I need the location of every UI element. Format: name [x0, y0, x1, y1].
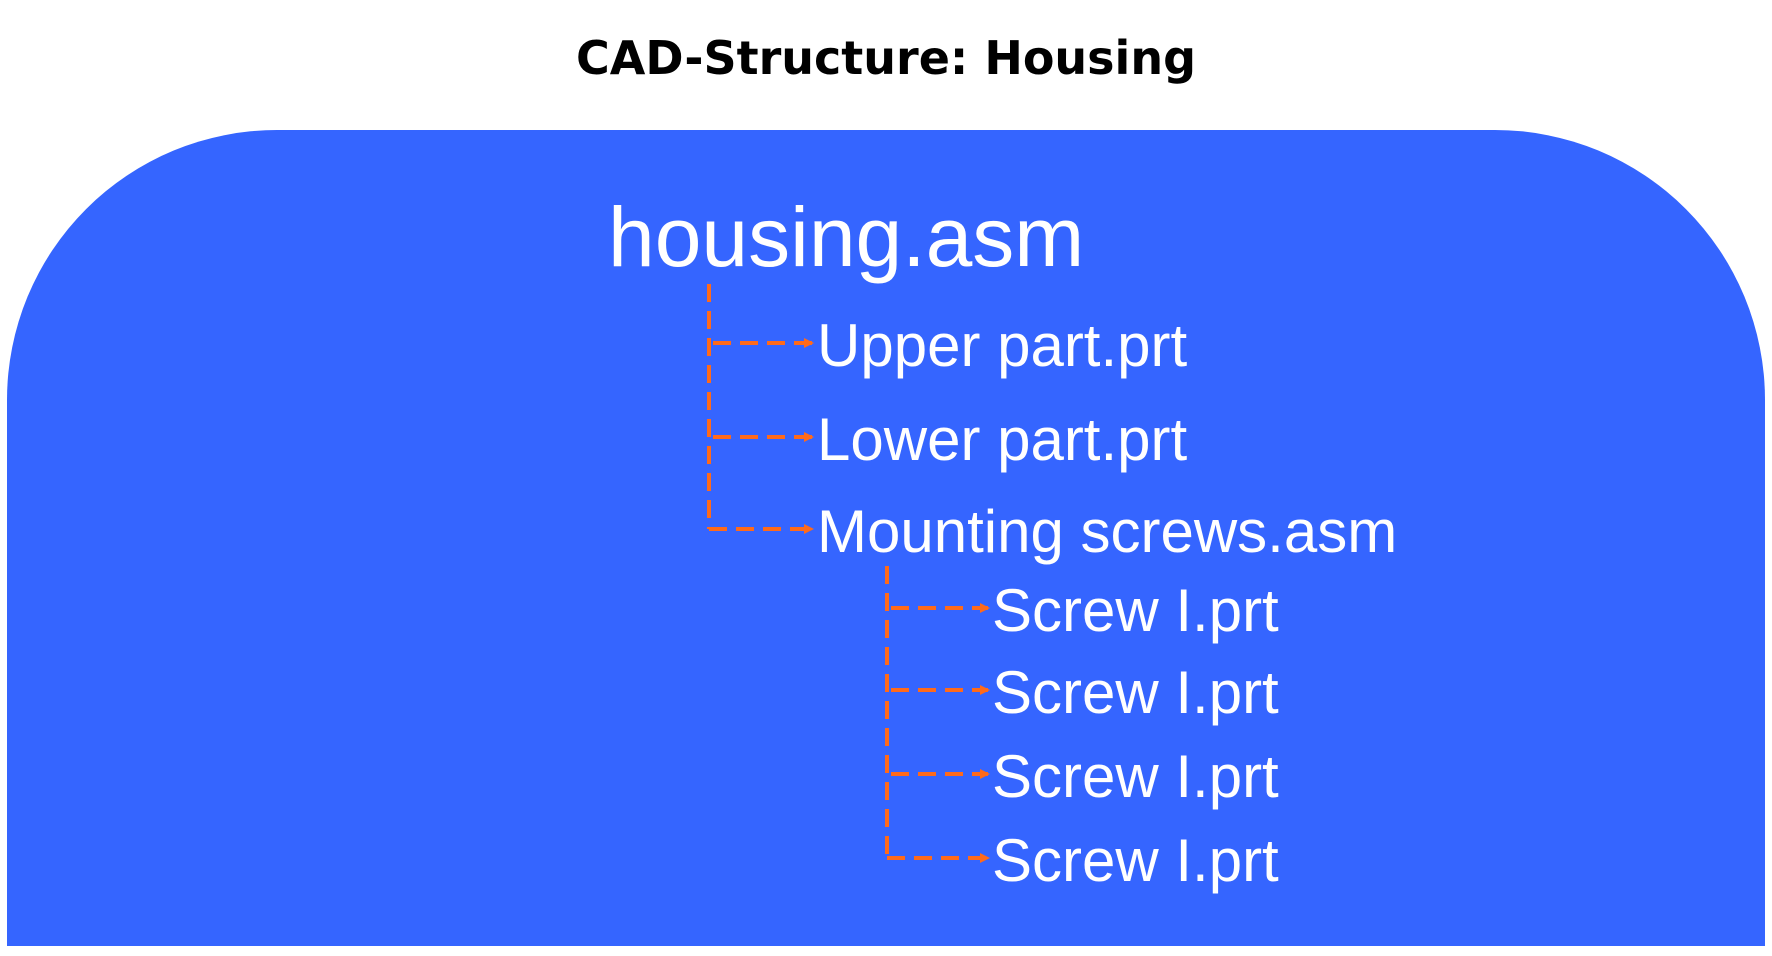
- tree-node-mounting-screws: Mounting screws.asm: [817, 498, 1398, 565]
- tree-node-upper-part: Upper part.prt: [817, 312, 1188, 379]
- tree-node-screw-2: Screw I.prt: [992, 659, 1279, 726]
- tree-node-screw-1: Screw I.prt: [992, 577, 1279, 644]
- tree-node-screw-4: Screw I.prt: [992, 827, 1279, 894]
- tree-root-node: housing.asm: [608, 190, 1085, 284]
- tree-node-screw-3: Screw I.prt: [992, 743, 1279, 810]
- diagram-title: CAD-Structure: Housing: [575, 31, 1196, 85]
- tree-node-lower-part: Lower part.prt: [817, 406, 1188, 473]
